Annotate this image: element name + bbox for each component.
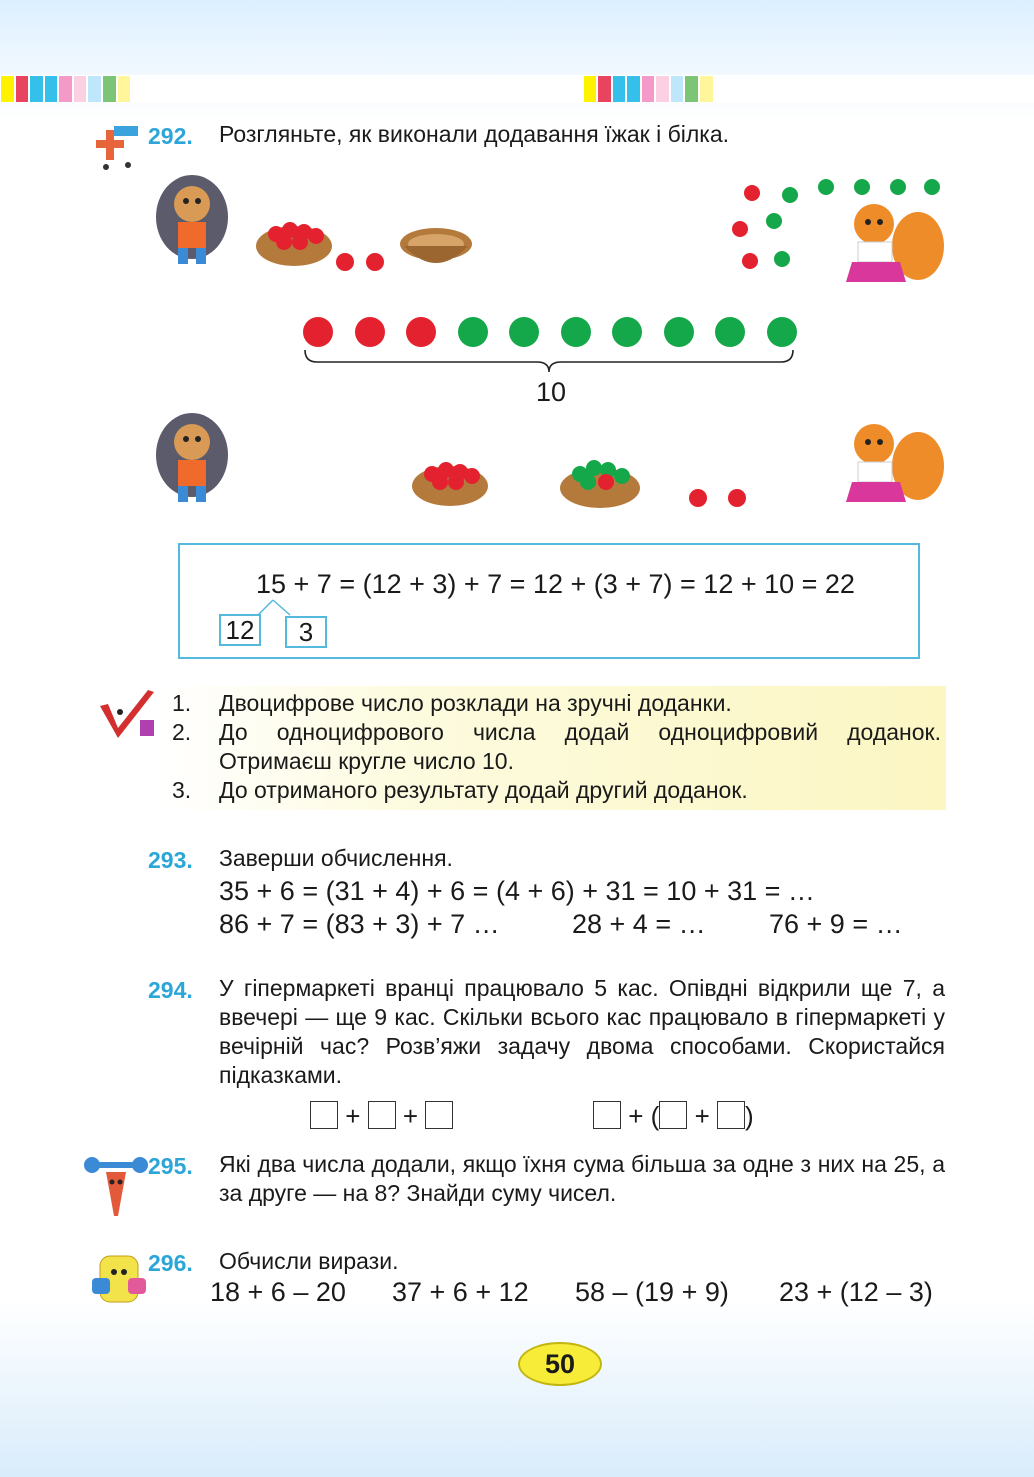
strip-cell bbox=[684, 75, 699, 103]
exercise-text: Які два числа додали, якщо їхня сума більша за одне з них на 25, а за друге — на 8? Знайди суму чисел. bbox=[219, 1151, 945, 1206]
green-dot bbox=[561, 317, 591, 347]
green-dot bbox=[767, 317, 797, 347]
hedgehog-illustration bbox=[152, 172, 232, 272]
empty-basket bbox=[398, 224, 474, 272]
expression: 18 + 6 – 20 bbox=[210, 1277, 346, 1307]
expression: 58 – (19 + 9) bbox=[575, 1277, 729, 1307]
strip-cell bbox=[131, 75, 146, 103]
rule-number: 2. bbox=[172, 719, 192, 745]
strip-cell bbox=[29, 75, 44, 103]
answer-box[interactable] bbox=[368, 1101, 396, 1129]
strip-cell bbox=[262, 75, 277, 103]
squirrel-illustration bbox=[828, 198, 946, 290]
strip-cell bbox=[248, 75, 263, 103]
strip-cell bbox=[524, 75, 539, 103]
strip-cell bbox=[0, 75, 15, 103]
strip-cell bbox=[437, 75, 452, 103]
strip-cell bbox=[947, 75, 962, 103]
strip-cell bbox=[888, 75, 903, 103]
rule-text: До одноцифрового числа додай одноцифровий доданок. Отримаєш кругле число 10. bbox=[219, 719, 941, 774]
strip-cell bbox=[350, 75, 365, 103]
green-dot bbox=[612, 317, 642, 347]
green-dot bbox=[664, 317, 694, 347]
strip-cell bbox=[568, 75, 583, 103]
strip-cell bbox=[626, 75, 641, 103]
strip-cell bbox=[917, 75, 932, 103]
strip-cell bbox=[655, 75, 670, 103]
strip-cell bbox=[874, 75, 889, 103]
strip-cell bbox=[932, 75, 947, 103]
strip-cell bbox=[15, 75, 30, 103]
strip-cell bbox=[87, 75, 102, 103]
basket-green-apples bbox=[558, 450, 642, 510]
strip-cell bbox=[335, 75, 350, 103]
exercise-text: Заверши обчислення. bbox=[219, 845, 453, 871]
strip-cell bbox=[1019, 75, 1034, 103]
strip-cell bbox=[175, 75, 190, 103]
strip-cell bbox=[102, 75, 117, 103]
answer-box[interactable] bbox=[659, 1101, 687, 1129]
strip-cell bbox=[451, 75, 466, 103]
strip-cell bbox=[553, 75, 568, 103]
strip-cell bbox=[990, 75, 1005, 103]
strip-cell bbox=[597, 75, 612, 103]
strip-cell bbox=[670, 75, 685, 103]
strip-cell bbox=[714, 75, 729, 103]
strip-cell bbox=[189, 75, 204, 103]
strip-cell bbox=[757, 75, 772, 103]
strip-cell bbox=[961, 75, 976, 103]
red-dot bbox=[355, 317, 385, 347]
strip-cell bbox=[641, 75, 656, 103]
strip-cell bbox=[743, 75, 758, 103]
rule-number: 3. bbox=[172, 777, 192, 803]
strip-cell bbox=[73, 75, 88, 103]
strip-cell bbox=[772, 75, 787, 103]
strip-cell bbox=[117, 75, 132, 103]
exercise-number: 294. bbox=[148, 977, 193, 1003]
exercise-number: 293. bbox=[148, 847, 193, 873]
strip-cell bbox=[218, 75, 233, 103]
strip-cell bbox=[44, 75, 59, 103]
answer-box[interactable] bbox=[717, 1101, 745, 1129]
strip-cell bbox=[699, 75, 714, 103]
strip-cell bbox=[801, 75, 816, 103]
math-signs-icon bbox=[88, 120, 144, 172]
part-box-2: 3 bbox=[285, 616, 327, 648]
strongman-mascot-icon bbox=[84, 1150, 148, 1218]
answer-box[interactable] bbox=[425, 1101, 453, 1129]
calc-line: 35 + 6 = (31 + 4) + 6 = (4 + 6) + 31 = 10 + 31 = … bbox=[219, 876, 815, 906]
strip-cell bbox=[786, 75, 801, 103]
basket-red-apples-2 bbox=[410, 450, 490, 508]
squirrel-illustration-2 bbox=[828, 418, 946, 510]
strip-cell bbox=[510, 75, 525, 103]
brace-label: 10 bbox=[536, 377, 567, 407]
exercise-number: 295. bbox=[148, 1153, 193, 1179]
rule-text: Двоцифрове число розклади на зручні доданки. bbox=[219, 690, 732, 716]
calc-line: 76 + 9 = … bbox=[769, 909, 903, 939]
strip-cell bbox=[160, 75, 175, 103]
strip-cell bbox=[291, 75, 306, 103]
strip-cell bbox=[58, 75, 73, 103]
exercise-text: У гіпермаркеті вранці працювало 5 кас. Опівдні відкрили ще 7, а ввечері — ще 9 кас. Скільки всього кас працювало в гіпермаркеті у вечірній час? Розв’яжи задачу двома способами. Скористайся підказками. bbox=[219, 975, 945, 1088]
rule-number: 1. bbox=[172, 690, 192, 716]
answer-box[interactable] bbox=[310, 1101, 338, 1129]
exercise-number: 296. bbox=[148, 1250, 193, 1276]
basket-red-apples bbox=[254, 210, 334, 268]
strip-cell bbox=[146, 75, 161, 103]
color-strip bbox=[0, 75, 1034, 103]
hint-1: + + bbox=[310, 1100, 453, 1133]
strip-cell bbox=[583, 75, 598, 103]
two-red-apples bbox=[334, 250, 386, 274]
strip-cell bbox=[364, 75, 379, 103]
green-dot bbox=[715, 317, 745, 347]
calc-line: 86 + 7 = (83 + 3) + 7 … bbox=[219, 909, 500, 939]
green-dot bbox=[458, 317, 488, 347]
expression: 23 + (12 – 3) bbox=[779, 1277, 933, 1307]
strip-cell bbox=[612, 75, 627, 103]
strip-cell bbox=[379, 75, 394, 103]
green-dot bbox=[509, 317, 539, 347]
strip-cell bbox=[845, 75, 860, 103]
strip-cell bbox=[481, 75, 496, 103]
rule-text: До отриманого результату додай другий доданок. bbox=[219, 777, 748, 803]
strip-cell bbox=[466, 75, 481, 103]
part-box-1: 12 bbox=[219, 614, 261, 646]
strip-cell bbox=[728, 75, 743, 103]
strip-cell bbox=[830, 75, 845, 103]
brace bbox=[303, 348, 795, 374]
calc-line: 28 + 4 = … bbox=[572, 909, 706, 939]
strip-cell bbox=[408, 75, 423, 103]
strip-cell bbox=[277, 75, 292, 103]
strip-cell bbox=[306, 75, 321, 103]
strip-cell bbox=[859, 75, 874, 103]
checkmark-mascot-icon bbox=[96, 690, 160, 746]
equation: 15 + 7 = (12 + 3) + 7 = 12 + (3 + 7) = 12 + 10 = 22 bbox=[256, 569, 855, 599]
strip-cell bbox=[393, 75, 408, 103]
page-number: 50 bbox=[518, 1342, 602, 1386]
exercise-text: Розгляньте, як виконали додавання їжак і білка. bbox=[219, 121, 730, 147]
strip-cell bbox=[539, 75, 554, 103]
strip-cell bbox=[495, 75, 510, 103]
hint-2: + ( + ) bbox=[593, 1100, 754, 1133]
red-dot bbox=[406, 317, 436, 347]
exercise-text: Обчисли вирази. bbox=[219, 1248, 399, 1274]
strip-cell bbox=[320, 75, 335, 103]
strip-cell bbox=[204, 75, 219, 103]
answer-box[interactable] bbox=[593, 1101, 621, 1129]
strip-cell bbox=[233, 75, 248, 103]
strip-cell bbox=[1005, 75, 1020, 103]
backpack-mascot-icon bbox=[90, 1248, 148, 1306]
two-red-apples-2 bbox=[686, 486, 750, 510]
exercise-number: 292. bbox=[148, 123, 193, 149]
strip-cell bbox=[903, 75, 918, 103]
strip-cell bbox=[422, 75, 437, 103]
strip-cell bbox=[976, 75, 991, 103]
strip-cell bbox=[816, 75, 831, 103]
hedgehog-illustration-2 bbox=[152, 410, 232, 510]
expression: 37 + 6 + 12 bbox=[392, 1277, 529, 1307]
red-dot bbox=[303, 317, 333, 347]
